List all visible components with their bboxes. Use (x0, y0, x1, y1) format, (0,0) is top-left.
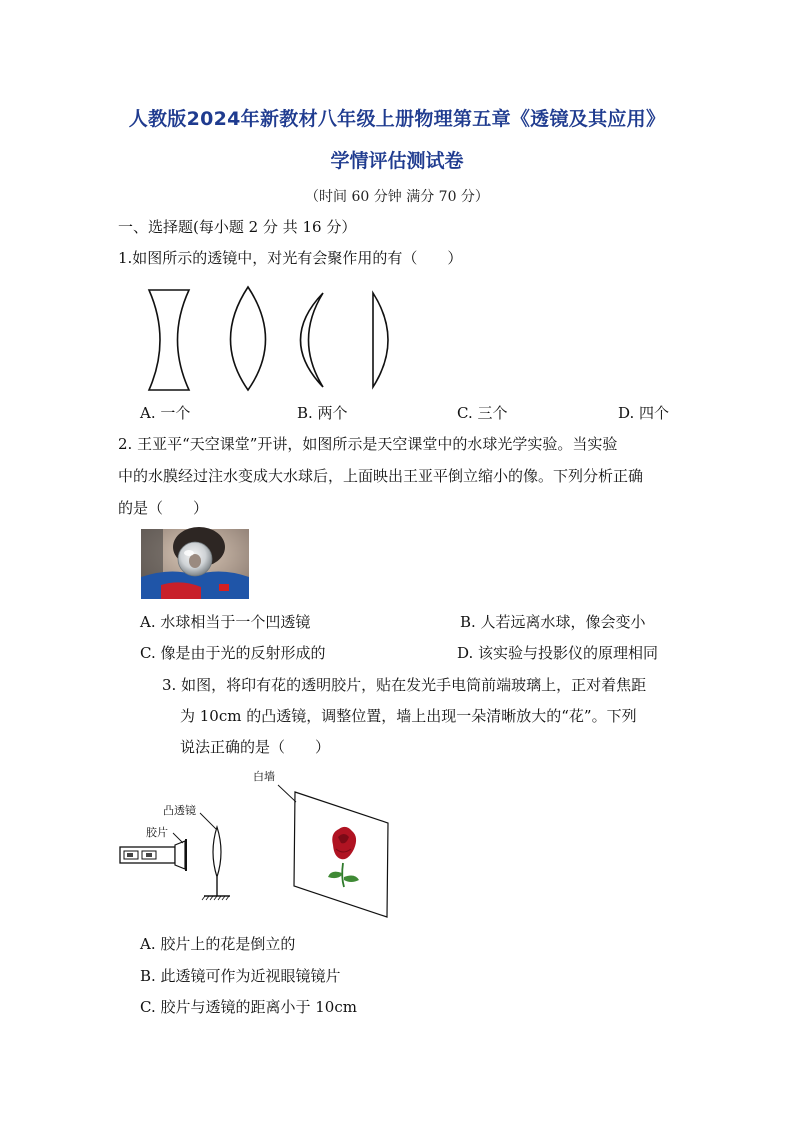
q3-stem-line3: 说法正确的是（ ） (180, 738, 331, 756)
q2-option-c: C. 像是由于光的反射形成的 (140, 644, 326, 662)
flashlight-icon (120, 839, 186, 871)
q3-option-c: C. 胶片与透镜的距离小于 10cm (140, 998, 357, 1016)
q3-stem-line1: 3. 如图，将印有花的透明胶片，贴在发光手电筒前端玻璃上，正对着焦距 (162, 676, 647, 694)
projection-setup-figure (115, 765, 395, 925)
q2-option-a: A. 水球相当于一个凹透镜 (140, 613, 311, 631)
exam-title: 人教版2024年新教材八年级上册物理第五章《透镜及其应用》 (128, 108, 666, 130)
water-ball-photo (141, 529, 249, 599)
q1-lens-figure (140, 285, 400, 390)
exam-subtitle: （时间 60 分钟 满分 70 分） (305, 189, 489, 205)
q1-option-b: B. 两个 (297, 404, 348, 422)
q3-stem-line2: 为 10cm 的凸透镜，调整位置，墙上出现一朵清晰放大的“花”。下列 (180, 707, 637, 725)
film-label: 胶片 (146, 826, 168, 839)
q2-stem-line1: 2. 王亚平“天空课堂”开讲，如图所示是天空课堂中的水球光学实验。当实验 (118, 435, 618, 453)
convex-lens-icon (213, 827, 221, 877)
q1-option-a: A. 一个 (140, 404, 191, 422)
q2-option-b: B. 人若远离水球，像会变小 (460, 613, 646, 631)
q1-option-c: C. 三个 (457, 404, 508, 422)
meniscus-lens-icon (301, 293, 324, 387)
plano-convex-lens-icon (373, 293, 388, 387)
wall-label: 白墙 (253, 770, 275, 783)
lens-label: 凸透镜 (163, 804, 196, 817)
q2-option-d: D. 该实验与投影仪的原理相同 (457, 644, 659, 662)
q1-option-d: D. 四个 (618, 404, 670, 422)
q2-stem-line3: 的是（ ） (118, 499, 209, 517)
concave-lens-icon (149, 290, 189, 390)
q3-option-a: A. 胶片上的花是倒立的 (140, 935, 296, 953)
section-heading: 一、选择题(每小题 2 分 共 16 分） (118, 218, 357, 236)
q2-stem-line2: 中的水膜经过注水变成大水球后，上面映出王亚平倒立缩小的像。下列分析正确 (118, 467, 644, 485)
q1-stem: 1.如图所示的透镜中，对光有会聚作用的有（ ） (118, 249, 463, 267)
biconvex-lens-icon (231, 287, 266, 390)
q3-option-b: B. 此透镜可作为近视眼镜镜片 (140, 967, 341, 985)
exam-title-line2: 学情评估测试卷 (330, 150, 464, 172)
